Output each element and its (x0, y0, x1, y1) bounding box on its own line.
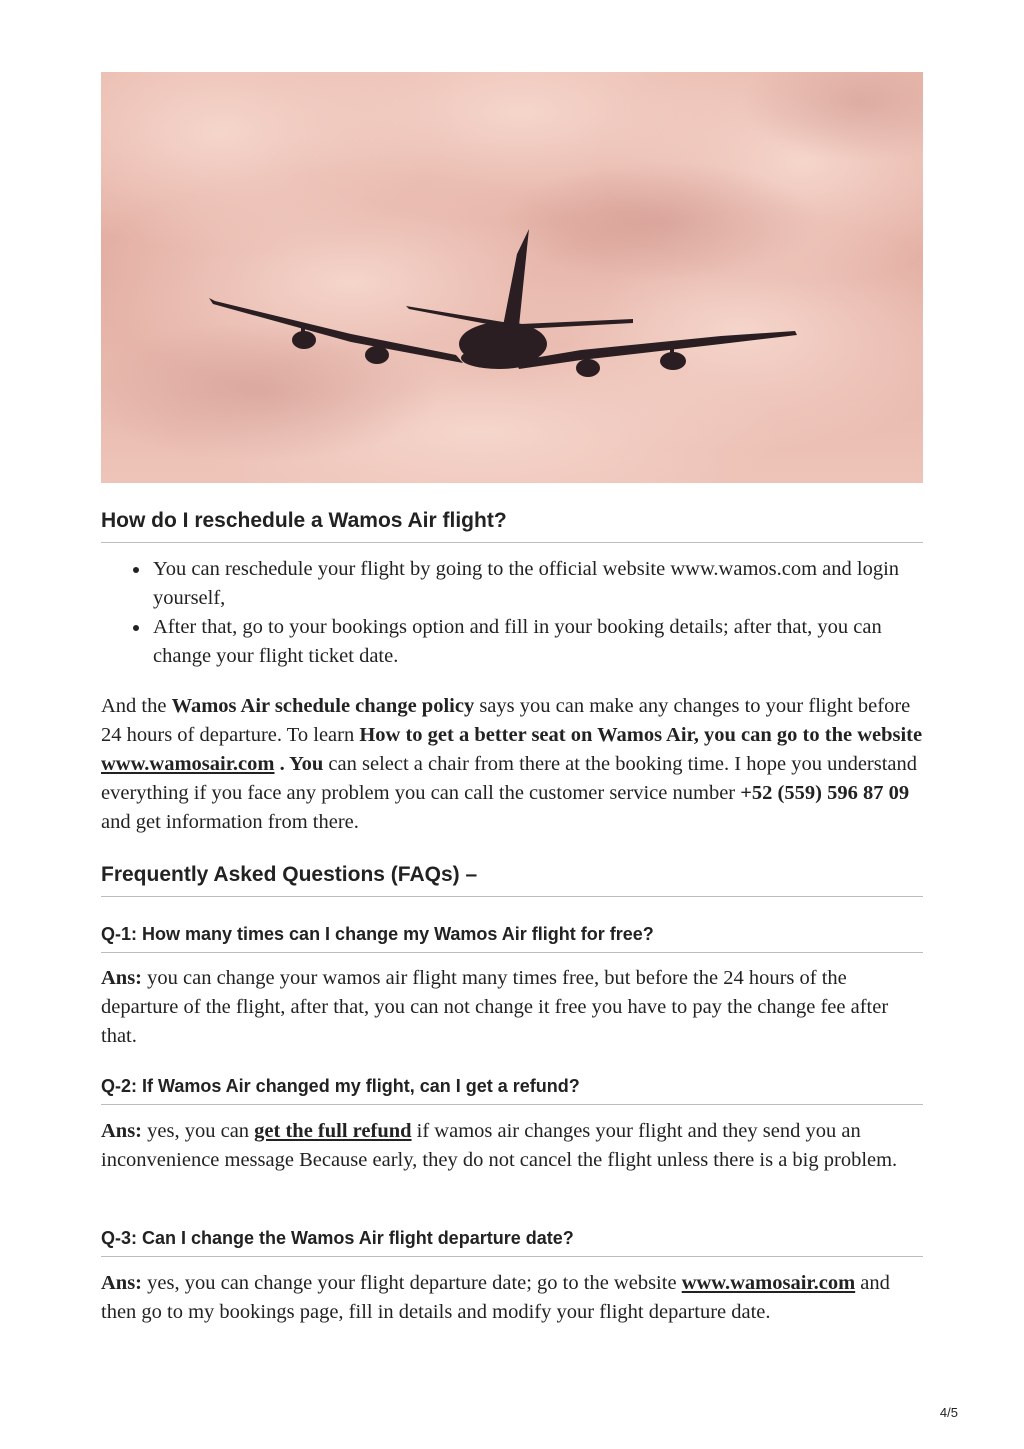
airplane-illustration (101, 72, 923, 483)
faq-answer-1 (101, 964, 923, 1051)
reschedule-heading: How do I reschedule a Wamos Air flight? (101, 509, 923, 543)
paragraph-text: can select a chair from there at the booking time. I hope you understand everything if you face any problem you can call the customer service number (101, 753, 918, 804)
page-number: 4/5 (939, 1405, 958, 1420)
answer-text: yes, you can change your flight departure date; go to the website (142, 1272, 682, 1294)
answer-text: and then go to my bookings page, fill in details and modify your flight departure date. (101, 1272, 890, 1323)
ans-label: Ans: (101, 1120, 143, 1142)
airplane-hero-image (101, 72, 923, 483)
list-item: After that, go to your bookings option and fill in your booking details; after that, you can change your flight ticket date. (153, 613, 923, 671)
better-seat-bold-text: How to get a better seat on Wamos Air, you can go to the website (359, 724, 923, 746)
ans-label: Ans: (101, 967, 143, 989)
ans-label: Ans: (101, 1272, 143, 1294)
paragraph-text: and get information from there. (101, 811, 359, 833)
paragraph-text: says you can make any changes to your flight before 24 hours of departure. To learn (101, 695, 911, 746)
reschedule-steps-list (101, 555, 923, 671)
answer-text: you can change your wamos air flight many times free, but before the 24 hours of the departure of the flight, after that, you can not change it free you have to pay the change fee after that. (101, 967, 889, 1047)
faq-answer-3 (101, 1269, 923, 1327)
faq-question-1: Q-1: How many times can I change my Wamos Air flight for free? (101, 924, 923, 953)
paragraph-text: And the (101, 695, 172, 717)
answer-text: yes, you can (142, 1120, 255, 1142)
full-refund-link[interactable]: get the full refund (254, 1120, 412, 1142)
schedule-change-paragraph (101, 692, 923, 837)
wamosair-website-link[interactable]: www.wamosair.com (681, 1272, 856, 1294)
phone-number: +52 (559) 596 87 09 (740, 782, 910, 804)
faq-heading: Frequently Asked Questions (FAQs) – (101, 863, 923, 897)
policy-bold-text: Wamos Air schedule change policy (171, 695, 475, 717)
faq-answer-2 (101, 1117, 923, 1175)
faq-question-3: Q-3: Can I change the Wamos Air flight departure date? (101, 1228, 923, 1257)
list-item: You can reschedule your flight by going to the official website www.wamos.com and login yourself, (153, 555, 923, 613)
faq-question-2: Q-2: If Wamos Air changed my flight, can I get a refund? (101, 1076, 923, 1105)
answer-text: if wamos air changes your flight and they send you an inconvenience message Because early, they do not cancel the flight unless there is a big problem. (101, 1120, 898, 1171)
you-bold-text: . You (274, 753, 324, 775)
wamosair-website-link[interactable]: www.wamosair.com (101, 753, 275, 775)
